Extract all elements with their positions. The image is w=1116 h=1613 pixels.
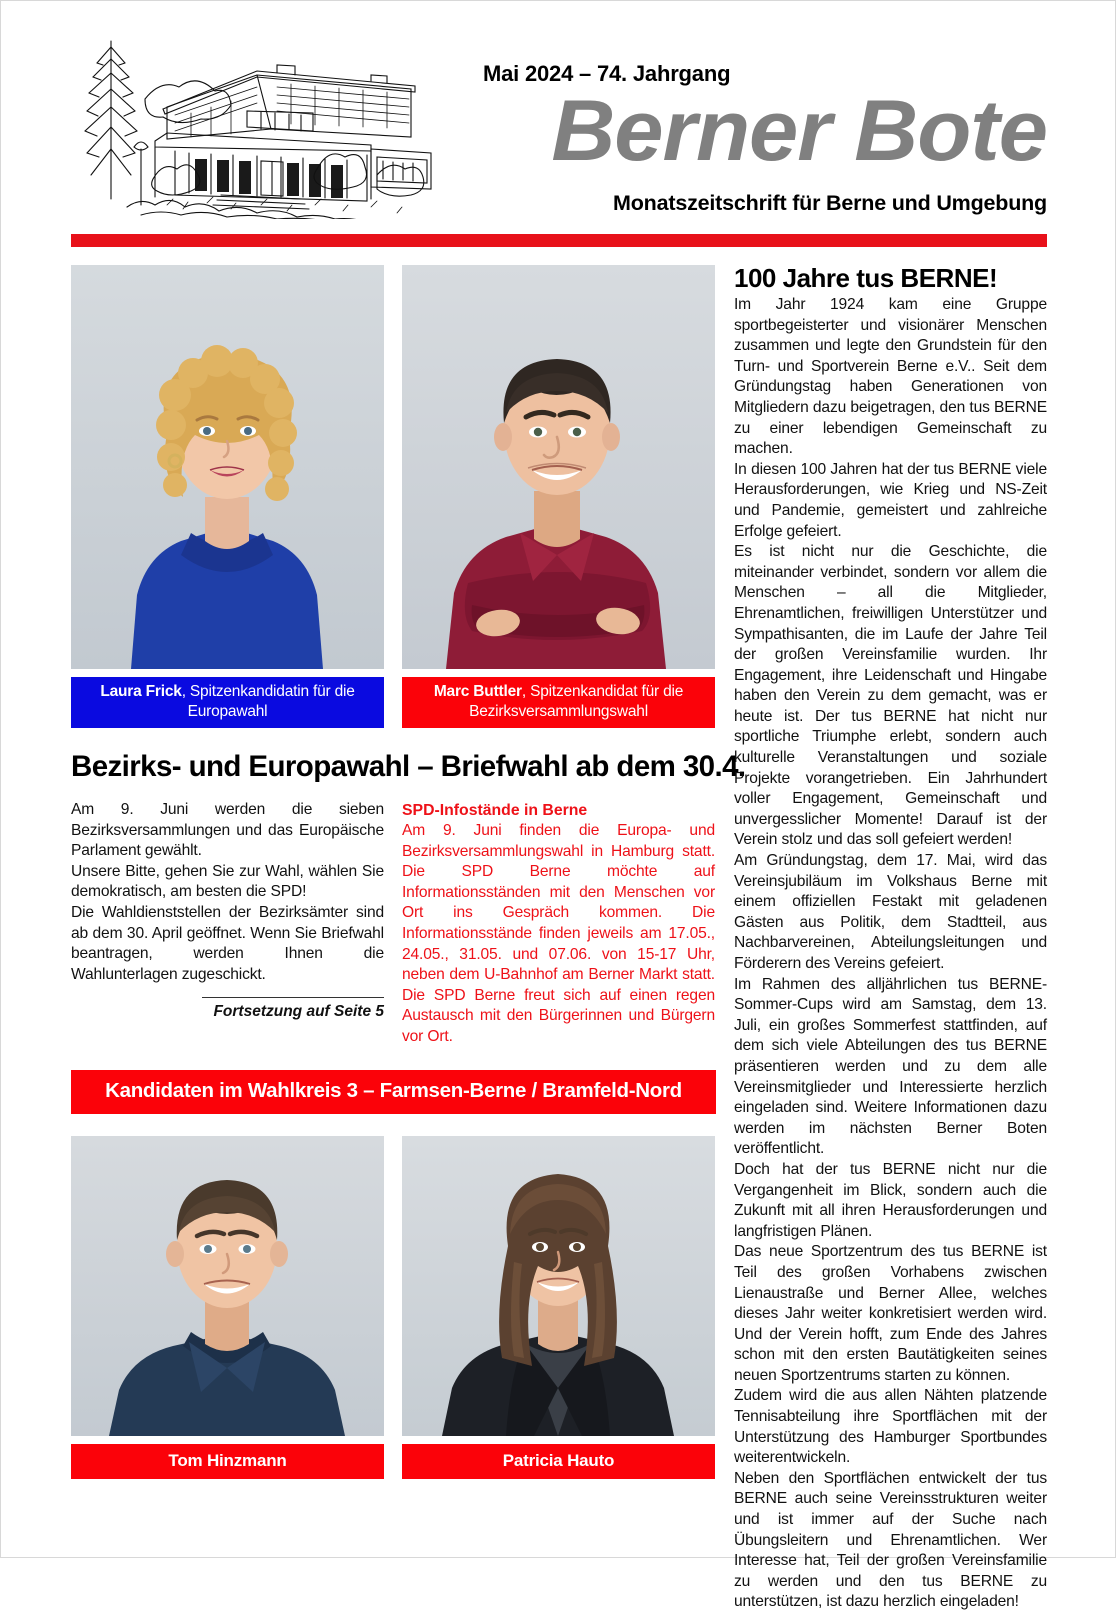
portrait-laura-frick — [71, 265, 384, 669]
article-paragraph: Im Rahmen des alljährlichen tus BERNE-Sommer-Cups wird am Samstag, dem 13. Juli, ein großes Sommerfest stattfinden, auf dem sich viele Abteilungen des tus BERNE präsentieren werden und zu dem alle Vereinsmitglieder und Interessierte herzlich eingeladen sind. Weitere Informationen dazu werden im nächsten Berner Boten veröffentlicht. — [734, 975, 1047, 1158]
page-title: Berner Bote — [551, 83, 1047, 179]
building-sketch-icon — [71, 29, 436, 219]
portrait-patricia-hauto — [402, 1136, 715, 1436]
election-columns — [71, 800, 716, 1048]
election-column-left — [71, 800, 384, 1048]
candidate-card-patricia-hauto — [402, 1136, 715, 1479]
caption-laura-frick — [71, 677, 384, 728]
article-paragraph: Das neue Sportzentrum des tus BERNE ist Teil des großen Vorhabens zwischen Lienaustraße und Berner Allee, welches dieses Jahr weiter konkretisiert werden wird. Und der Verein hofft, zum Ende des Jahres schon mit den ersten Bautätigkeiten seines neuen Sportzentrums starten zu können. — [734, 1243, 1047, 1384]
caption-marc-buttler — [402, 677, 715, 728]
spd-info-heading: SPD-Infostände in Berne — [402, 802, 588, 819]
paper-subtitle: Monatszeitschrift für Berne und Umgebung — [613, 191, 1047, 215]
candidates-banner: Kandidaten im Wahlkreis 3 – Farmsen-Berne / Bramfeld-Nord — [71, 1070, 716, 1114]
article-paragraph: Doch hat der tus BERNE nicht nur die Vergangenheit im Blick, sondern auch die Zukunft mit all ihren Herausforderungen und langfristigen Plänen. — [734, 1160, 1047, 1240]
election-paragraph: Unsere Bitte, gehen Sie zur Wahl, wählen Sie demokratisch, am besten die SPD! — [71, 862, 384, 901]
election-left-text — [71, 800, 384, 985]
portrait-marc-buttler — [402, 265, 715, 669]
article-paragraph: Neben den Sportflächen entwickelt der tus BERNE auch seine Vereinsstrukturen weiter und ist immer auf der Suche nach Übungsleitern und Ehrenamtlichen. Wer Interesse hat, Teil der großen Vereinsfamilie zu werden und den tus BERNE zu unterstützen, ist dazu herzlich eingeladen! — [734, 1469, 1047, 1611]
masthead — [71, 29, 1047, 219]
caption-tom-hinzmann: Tom Hinzmann — [71, 1444, 384, 1479]
masthead-divider — [71, 234, 1047, 247]
election-headline: Bezirks- und Europawahl – Briefwahl ab dem 30.4. — [71, 750, 746, 783]
article-paragraph: Zudem wird die aus allen Nähten platzende Tennisabteilung ihre Sportflächen mit der Unterstützung des Hamburger Sportbundes weiterentwickeln. — [734, 1387, 1047, 1467]
feature-article-title: 100 Jahre tus BERNE! — [734, 263, 998, 293]
caption-role-marc: , Spitzenkandidat für die Bezirksversammlungswahl — [469, 683, 684, 720]
bottom-candidate-photo-row — [71, 1136, 716, 1479]
election-column-right — [402, 800, 715, 1048]
candidate-card-tom-hinzmann — [71, 1136, 384, 1479]
article-paragraph: Am Gründungstag, dem 17. Mai, wird das Vereinsjubiläum im Volkshaus Berne mit einem offiziellen Festakt mit geladenen Gästen aus Politik, dem Stadtteil, aus Nachbarvereinen, Abteilungsleitungen und Förderern des Vereins gefeiert. — [734, 852, 1047, 972]
continuation-block — [71, 997, 384, 1021]
caption-role-laura: , Spitzenkandidatin für die Europawahl — [181, 683, 355, 720]
spd-info-text: Am 9. Juni finden die Europa- und Bezirksversammlungswahl in Hamburg statt. Die SPD Berne möchte auf Informationsständen mit den Menschen vor Ort ins Gespräch kommen. Die Informationsstände finden jeweils am 17.05., 24.05., 31.05. und 07.06. von 15-17 Uhr, neben dem U-Bahnhof am Berner Markt statt. Die SPD Berne freut sich auf einen regen Austausch mit den Bürgerinnen und Bürgern vor Ort. — [402, 822, 715, 1045]
continuation-note: Fortsetzung auf Seite 5 — [213, 1003, 384, 1021]
caption-patricia-hauto: Patricia Hauto — [402, 1444, 715, 1479]
masthead-text — [471, 29, 1047, 219]
top-candidate-photo-row — [71, 265, 716, 728]
election-paragraph: Am 9. Juni werden die sieben Bezirksversammlungen und das Europäische Parlament gewählt. — [71, 801, 384, 860]
article-paragraph: In diesen 100 Jahren hat der tus BERNE viele Herausforderungen, wie Krieg und NS-Zeit und Pandemie, gemeistert und zahlreiche Erfolge gefeiert. — [734, 460, 1047, 540]
candidate-card-laura-frick — [71, 265, 384, 728]
feature-article-column — [734, 263, 1047, 1613]
candidate-card-marc-buttler — [402, 265, 715, 728]
issue-line: Mai 2024 – 74. Jahrgang — [483, 61, 731, 86]
feature-article-body — [734, 295, 1047, 1613]
election-paragraph: Die Wahldienststellen der Bezirksämter sind ab dem 30. April geöffnet. Wenn Sie Briefwahl beantragen, werden Ihnen die Wahlunterlagen zugeschickt. — [71, 903, 384, 983]
portrait-tom-hinzmann — [71, 1136, 384, 1436]
caption-name-marc: Marc Buttler — [433, 683, 522, 700]
caption-name-laura: Laura Frick — [100, 683, 182, 700]
article-paragraph: Es ist nicht nur die Geschichte, die miteinander verbindet, sondern vor allem die Menschen – all die Mitglieder, Ehrenamtlichen, freiwilligen Unterstützer und Sympathisanten, die im Laufe der Jahre Teil der großen Vereinsfamilie wurden. Ihr Engagement, ihre Leidenschaft und Hingabe haben den Verein zu dem gemacht, was er heute ist. Der tus BERNE hat nicht nur sportliche Triumphe erlebt, sondern auch kulturelle Veranstaltungen und soziale Projekte vorangetrieben. Ein Jahrhundert voller Engagement, Gemeinschaft und unvergesslicher Momente! Darauf ist der Verein stolz und das soll gefeiert werden! — [734, 543, 1047, 849]
left-content-area — [71, 265, 746, 1479]
article-paragraph: Im Jahr 1924 kam eine Gruppe sportbegeisterter und visionärer Menschen zusammen und legte den Grundstein für den Turn- und Sportverein Berne e.V.. Seit dem Gründungstag haben Generationen von Mitgliedern dazu beigetragen, den tus BERNE zu einer lebendigen Gemeinschaft zu machen. — [734, 296, 1047, 458]
continuation-divider — [202, 997, 384, 998]
